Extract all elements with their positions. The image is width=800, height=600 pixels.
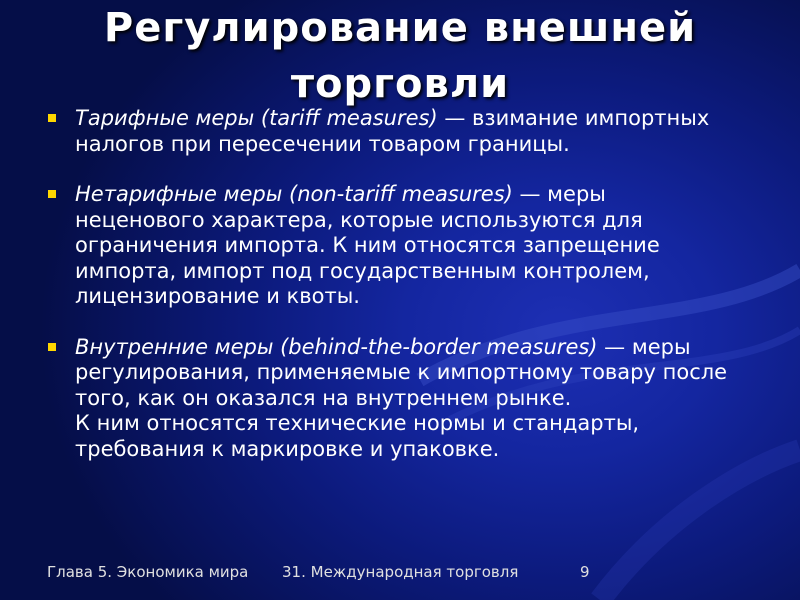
bullet-term: Внутренние меры (behind-the-border measures) (75, 334, 598, 359)
bullet-text: — взимание импортных налогов при пересечении товаром границы. (75, 106, 710, 156)
bullet-extra-text: К ним относятся технические нормы и стандарты, требования к маркировке и упаковке. (75, 411, 640, 461)
bullet-text: — меры неценового характера, которые используются для ограничения импорта. К ним относятся запрещение импорта, импорт под государственным контролем, лицензирование и квоты. (75, 182, 660, 308)
bullet-text: — меры регулирования, применяемые к импортному товару после того, как он оказался на внутреннем рынке. (75, 334, 728, 410)
footer-page-number: 9 (580, 563, 590, 581)
square-bullet-icon (48, 190, 56, 198)
bullet-item (44, 182, 734, 310)
square-bullet-icon (48, 343, 56, 351)
bullet-term: Нетарифные меры (non-tariff measures) (75, 182, 513, 206)
footer-topic: 31. Международная торговля (282, 563, 519, 581)
square-bullet-icon (48, 114, 56, 122)
footer-chapter: Глава 5. Экономика мира (47, 563, 249, 581)
bullet-item (44, 106, 734, 157)
bullet-term: Тарифные меры (tariff measures) (75, 106, 438, 130)
bullet-item (44, 335, 734, 463)
slide-title: Регулирование внешней торговли (103, 5, 697, 107)
bullet-list (44, 106, 734, 487)
